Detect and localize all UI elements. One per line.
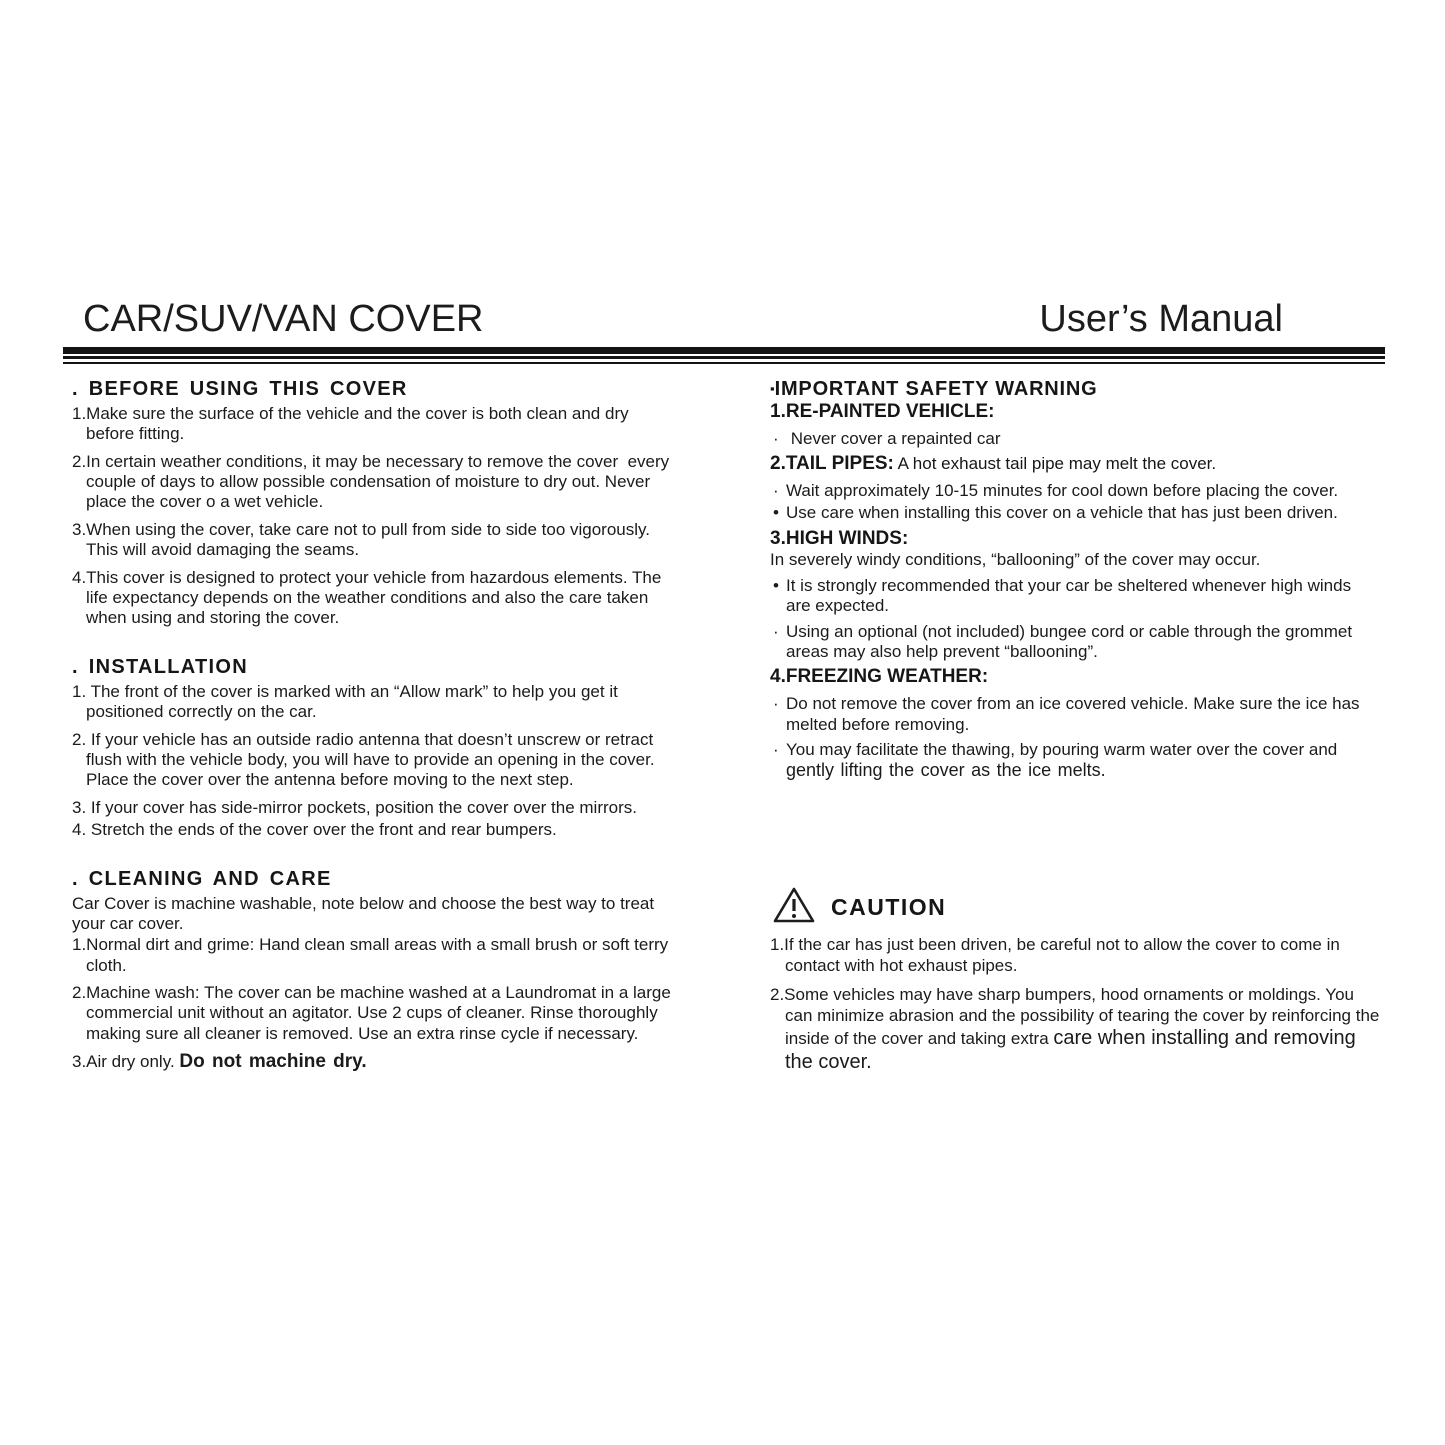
list-item: 1. The front of the cover is marked with an “Allow mark” to help you get it positioned correctly on the car. [72,681,623,722]
section-safety-warning [770,377,1380,782]
divider-thin-rule [63,362,1385,364]
heading-label: CLEANING AND CARE [78,867,332,890]
section-caution [770,886,1385,1074]
heading-dot-bullet: . [72,655,79,678]
list-item: 2. If your vehicle has an outside radio antenna that doesn’t unscrew or retract flush with the vehicle body, you will have to provide an opening in the cover. Place the cover over the antenna before moving to the next step. [72,729,660,790]
section-heading-installation [72,655,676,679]
list-item: 1.Normal dirt and grime: Hand clean small areas with a small brush or soft terry cloth. [72,935,673,975]
page-title: CAR/SUV/VAN COVER [83,298,484,340]
left-column [72,377,676,1083]
list-item: 1.Make sure the surface of the vehicle and the cover is both clean and dry before fitting. [72,403,634,444]
air-dry-text: 3.Air dry only. [72,1052,180,1072]
caution-item [770,985,1385,1074]
caution-text: 2.Some vehicles may have sharp bumpers, hood ornaments or moldings. You can minimize abrasion and the possibility of tearing the cover by reinforcing the inside of the cover and taking extra [770,985,1385,1048]
list-item: 4. Stretch the ends of the cover over the front and rear bumpers. [72,820,557,840]
bullet-text: Wait approximately 10-15 minutes for cool down before placing the cover. [786,480,1339,500]
bullet-text: Never cover a repainted car [786,428,1001,448]
bullet-text: Using an optional (not included) bungee cord or cable through the grommet areas may also help prevent “ballooning”. [786,621,1357,662]
caution-title: CAUTION [831,893,947,920]
heading-dot-bullet: . [72,377,79,400]
subheading-tail-text: A hot exhaust tail pipe may melt the cover. [893,454,1217,474]
bullet-item [770,576,1380,617]
bullet-text: Use care when installing this cover on a vehicle that has just been driven. [786,503,1338,523]
subheading-high-winds: 3.HIGH WINDS: [770,527,909,549]
section-before-using [72,377,676,629]
list-item: 2.Machine wash: The cover can be machine washed at a Laundromat in a large commercial unit without an agitator. Use 2 cups of cleaner. Rinse thoroughly making sure all cleaner is removed. Use an extra rinse cycle if necessary. [72,983,676,1043]
caution-header [770,886,1380,929]
high-winds-intro: In severely windy conditions, “ballooning” of the cover may occur. [770,550,1261,570]
dot-bullet: · [773,694,779,714]
divider-thick-rule [63,347,1385,354]
list-item: 3.When using the cover, take care not to pull from side to side too vigorously. This will avoid damaging the seams. [72,519,655,560]
masthead [63,300,1385,347]
dot-bullet: · [773,739,779,759]
list-item-air-dry [72,1051,676,1074]
section-heading-cleaning [72,867,676,891]
right-column [770,377,1385,1083]
subheading-freezing-weather: 4.FREEZING WEATHER: [770,666,989,688]
safety-warning-heading [770,377,1380,401]
caution-triangle-icon [772,886,816,929]
bullet-item [770,429,1380,449]
heading-label: IMPORTANT SAFETY WARNING [774,377,1098,400]
bullet-text-part2: gently lifting the cover as the ice melts. [786,760,1106,781]
heading-square-bullet: ▪ [770,380,775,396]
bullet-item [770,481,1380,501]
round-bullet: • [773,503,779,523]
bullet-item [770,622,1380,663]
content-columns [63,377,1385,1083]
dot-bullet: · [773,428,779,448]
cleaning-intro: Car Cover is machine washable, note below and choose the best way to treat your car cover. [72,893,659,933]
bullet-item [770,503,1380,523]
heading-dot-bullet: . [72,867,79,890]
bullet-text [786,740,1380,782]
section-cleaning [72,867,676,1075]
list-item: 3. If your cover has side-mirror pockets, position the cover over the mirrors. [72,797,637,817]
list-item: 2.In certain weather conditions, it may be necessary to remove the cover every couple of days to allow possible condensation of moisture to dry out. Never place the cover o a wet vehicle. [72,451,674,512]
manual-title: User’s Manual [1039,298,1283,340]
caution-item: 1.If the car has just been driven, be careful not to allow the cover to come in contact with hot exhaust pipes. [770,935,1345,975]
heading-label: 2.TAIL PIPES: [770,453,894,475]
section-installation [72,655,676,841]
document [63,300,1385,1083]
do-not-machine-dry-warning: Do not machine dry. [179,1051,367,1073]
bullet-text-part1: You may facilitate the thawing, by pouring warm water over the cover and [786,739,1342,759]
caution-emphasis-text: care when installing and removing the cover. [785,1026,1362,1073]
subheading-repainted-vehicle: 1.RE-PAINTED VEHICLE: [770,400,995,422]
bullet-text: Do not remove the cover from an ice covered vehicle. Make sure the ice has melted before removing. [786,694,1365,734]
heading-label: BEFORE USING THIS COVER [78,377,408,400]
bullet-text: It is strongly recommended that your car be sheltered whenever high winds are expected. [786,575,1356,616]
header-divider [63,347,1385,364]
subheading-tail-pipes [770,453,1380,476]
heading-label: INSTALLATION [78,655,248,678]
round-bullet: • [773,575,779,595]
section-heading-before-using [72,377,676,401]
dot-bullet: · [773,480,779,500]
bullet-item [770,694,1380,735]
dot-bullet: · [773,621,779,641]
bullet-item [770,740,1380,782]
list-item: 4.This cover is designed to protect your vehicle from hazardous elements. The life expectancy depends on the weather conditions and also the care taken when using and storing the cover. [72,567,667,628]
